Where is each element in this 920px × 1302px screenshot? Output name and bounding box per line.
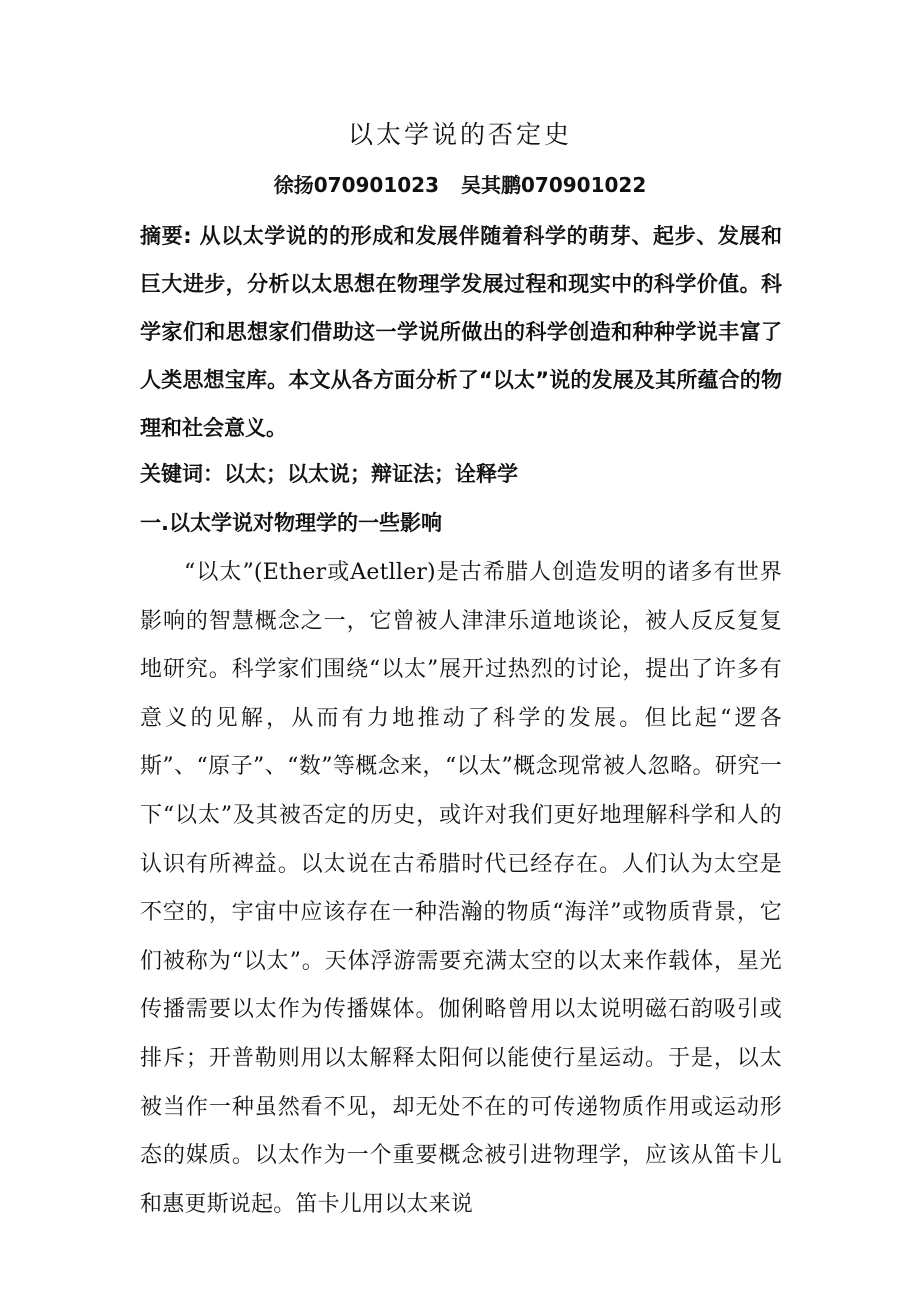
page-title: 以太学说的否定史 (347, 120, 572, 149)
author-line (0, 170, 920, 200)
section-heading: 一.以太学说对物理学的一些影响 (140, 511, 442, 535)
keywords-line: 关键词：以太；以太说；辩证法；诠释学 (140, 462, 518, 486)
author-1: 徐扬070901023 (273, 173, 439, 197)
author-2: 吴其鹏070901022 (461, 173, 647, 197)
body-paragraph: “以太”(Ether或Aetller)是古希腊人创造发明的诸多有世界影响的智慧概念之一，它曾被人津津乐道地谈论，被人反反复复地研究。科学家们围绕“以太”展开过热烈的讨论，提出了许多有意义的见解，从而有力地推动了科学的发展。但比起“逻各斯”、“原子”、“数”等概念来，“以太”概念现常被人忽略。研究一下“以太”及其被否定的历史，或许对我们更好地理解科学和人的认识有所裨益。以太说在古希腊时代已经存在。人们认为太空是不空的，宇宙中应该存在一种浩瀚的物质“海洋”或物质背景，它们被称为“以太”。天体浮游需要充满太空的以太来作载体，星光传播需要以太作为传播媒体。伽俐略曾用以太说明磁石韵吸引或排斥；开普勒则用以太解释太阳何以能使行星运动。于是，以太被当作一种虽然看不见，却无处不在的可传递物质作用或运动形态的媒质。以太作为一个重要概念被引进物理学，应该从笛卡儿和惠更斯说起。笛卡儿用以太来说 (140, 560, 782, 1217)
abstract-paragraph: 摘要: 从以太学说的的形成和发展伴随着科学的萌芽、起步、发展和巨大进步，分析以太思想在物理学发展过程和现实中的科学价值。科学家们和思想家们借助这一学说所做出的科学创造和种种学说丰富了人类思想宝库。本文从各方面分析了“以太”说的发展及其所蕴合的物理和社会意义。 (140, 224, 782, 440)
